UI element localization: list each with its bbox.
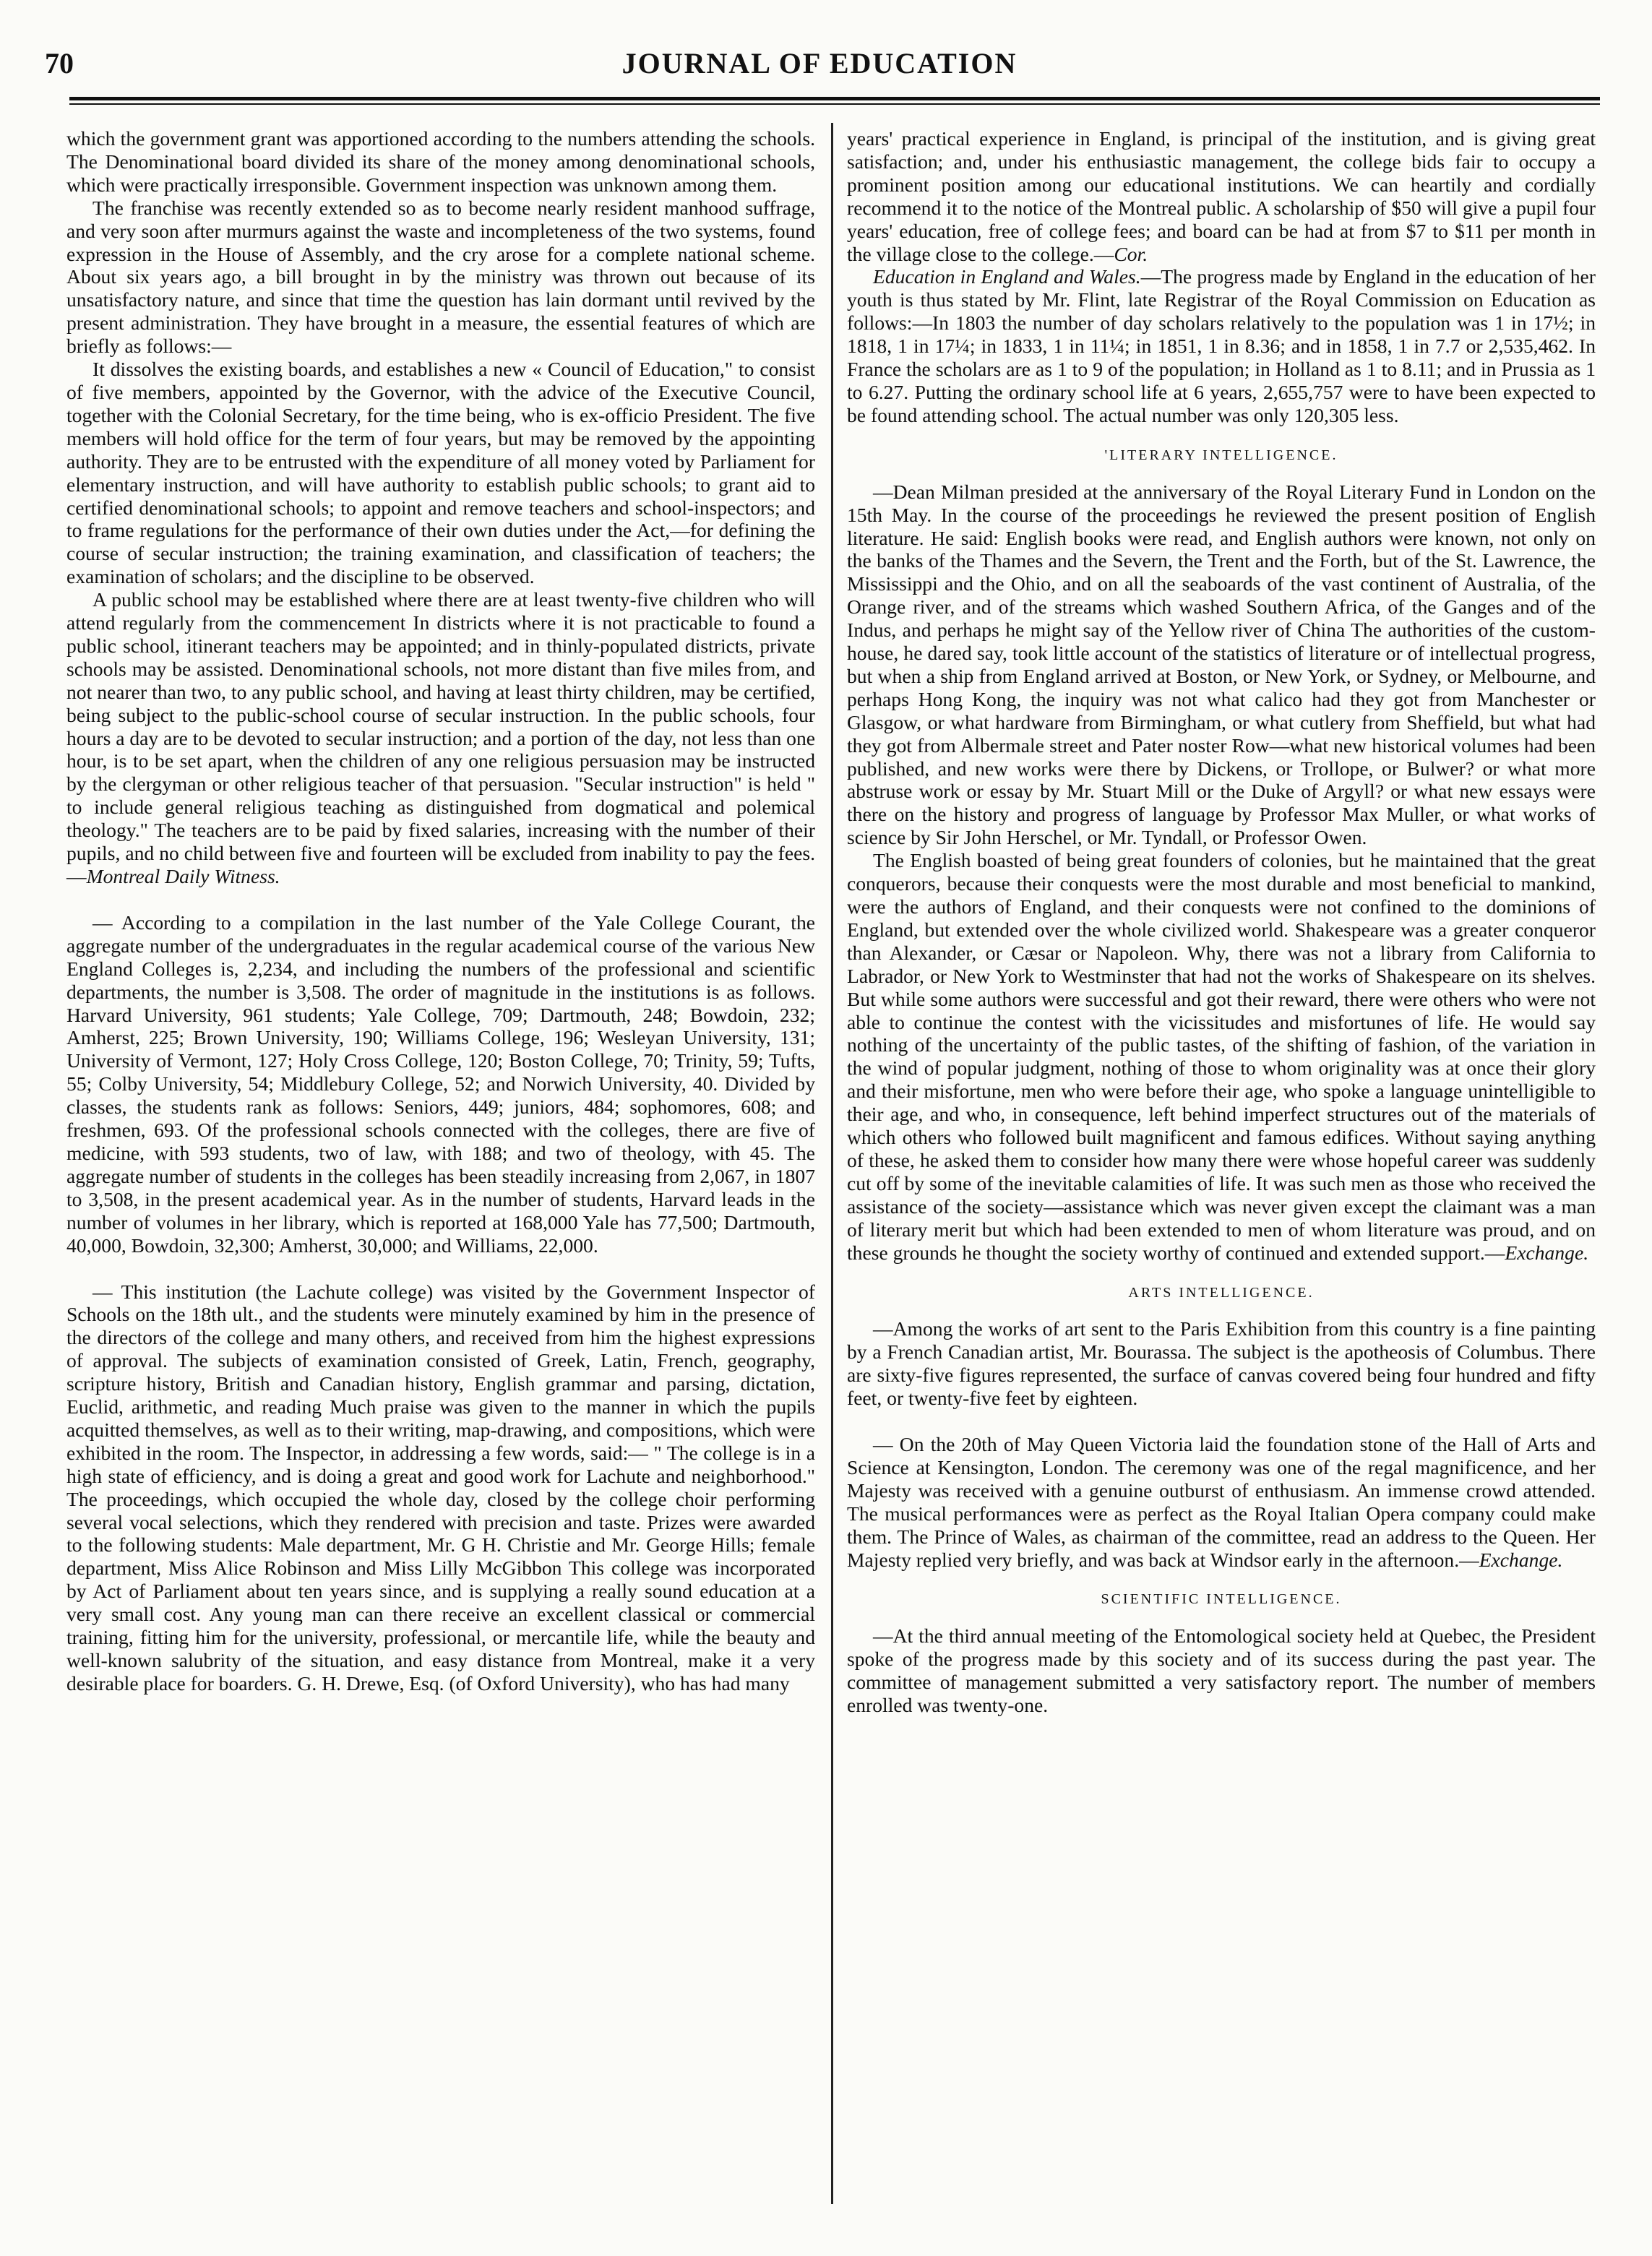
left-column — [66, 127, 815, 1695]
section-heading: ARTS INTELLIGENCE. — [1128, 1284, 1315, 1301]
section-heading: 'LITERARY INTELLIGENCE. — [1104, 447, 1338, 463]
paragraph — [847, 265, 1596, 426]
page-header — [39, 45, 1600, 95]
header-rule — [69, 97, 1600, 100]
paragraph: —Among the works of art sent to the Paris Exhibition from this country is a fine painting by a French Canadian artist, Mr. Bourassa. The subject is the apotheosis of Columbus. There are sixty-five figures represented, the surface of canvas covered being four hundred and fifty feet, or twenty-five feet by eighteen. — [847, 1317, 1596, 1410]
paragraph-text: A public school may be established where there are at least twenty-five children who will attend regularly from the commencement In districts where it is not practicable to found a public school, itinerant teachers may be appointed; and in thinly-populated districts, private schools may be assisted. Denominational schools, not more distant than five miles from, and not nearer than two, to any public school, and having at least thirty children, may be certified, being subject to the public-school course of secular instruction. In the public schools, four hours a day are to be devoted to secular instruction; and a portion of the day, not less than one hour, is to be set apart, when the children of any one religious persuasion may be instructed by the clergyman or other religious teacher of that persuasion. "Secular instruction" is held " to include general religious teaching as distinguished from dogmatical and polemical theology." The teachers are to be paid by fixed salaries, increasing with the number of their pupils, and no child between five and fourteen will be excluded from inability to pay the fees.— — [66, 588, 815, 887]
paragraph — [66, 588, 815, 888]
paragraph: — According to a compilation in the last number of the Yale College Courant, the aggregate number of the undergraduates in the regular academical course of the various New England Colleges is, 2,234, and including the numbers of the professional and scientific departments, the number is 3,508. The order of magnitude in the institutions is as follows. Harvard University, 961 students; Yale College, 709; Dartmouth, 248; Bowdoin, 232; Amherst, 225; Brown University, 190; Williams College, 196; Wesleyan University, 131; University of Vermont, 127; Holy Cross College, 120; Boston College, 70; Trinity, 59; Tufts, 55; Colby University, 54; Middlebury College, 52; and Norwich University, 40. Divided by classes, the students rank as follows: Seniors, 449; juniors, 484; sophomores, 608; and freshmen, 693. Of the professional schools connected with the colleges, there are five of medicine, with 593 students, two of law, with 188; and two of theology, with 45. The aggregate number of students in the colleges has been steadily increasing from 2,067, in 1807 to 3,508, in the present academical year. As in the number of students, Harvard leads in the number of volumes in her library, which is reported at 168,000 Yale has 77,500; Dartmouth, 40,000, Bowdoin, 32,300; Amherst, 30,000; and Williams, 22,000. — [66, 910, 815, 1257]
article-lead: Education in England and Wales. — [873, 265, 1141, 288]
paragraph — [847, 849, 1596, 1264]
column-rule — [831, 123, 833, 2204]
paragraph: which the government grant was apportioned according to the numbers attending the schools. The Denominational board divided its share of the money among denominational schools, which were practically irresponsible. Government inspection was unknown among them. — [66, 127, 815, 196]
paragraph-text: The English boasted of being great founders of colonies, but he maintained that the great conquerors, because their conquests were the most durable and most beneficial to mankind, were the authors of England, and their conquests were not confined to the dominions of England, but extended over the whole civilized world. Shakespeare was a greater conqueror than Alexander, or Cæsar or Napoleon. Why, there was not a library from California to Labrador, or New York to Westminster that had not the works of Shakespeare on its shelves. But while some authors were successful and got their reward, there were others who were not able to continue the contest with the vicissitudes and misfortunes of life. He would say nothing of the uncertainty of the public tastes, of the shifting of fashion, of the variation in the wind of popular judgment, nothing of those to whom originality was at once their glory and their misfortune, men who were before their age, who spoke a language unintelligible to their age, and who, in consequence, left behind imperfect structures out of the materials of which others who followed built magnificent and famous edifices. Without saying anything of these, he asked them to consider how many there were whose hopeful career was suddenly cut off by some of the inevitable calamities of life. It was such men as those who received the assistance of the society—assistance which was never given except the claimant was a man of literary merit but which had been extended to men of whom literature was proud, and on these grounds he thought the society worthy of continued and extended support.— — [847, 849, 1596, 1264]
source-attribution: Exchange. — [1505, 1241, 1589, 1264]
paragraph-text: — On the 20th of May Queen Victoria laid the foundation stone of the Hall of Arts and Science at Kensington, London. The ceremony was one of the regal magnificence, and her Majesty was received with a genuine outburst of enthusiasm. An immense crowd attended. The musical performances were as perfect as the Royal Italian Opera company could make them. The Prince of Wales, as chairman of the committee, read an address to the Queen. Her Majesty replied very briefly, and was back at Windsor early in the afternoon.— — [847, 1433, 1596, 1571]
source-attribution: Cor. — [1114, 242, 1148, 265]
paragraph: — This institution (the Lachute college) was visited by the Government Inspector of Schools on the 18th ult., and the students were minutely examined by him in the presence of the directors of the college and many others, and received from him the highest expressions of approval. The subjects of examination consisted of Greek, Latin, French, geography, scripture history, British and Canadian history, English grammar and parsing, dictation, Euclid, arithmetic, and reading Much praise was given to the manner in which the pupils acquitted themselves, as well as to their writing, map-drawing, and compositions, which were exhibited in the room. The Inspector, in addressing a few words, said:— " The college is in a high state of efficiency, and is doing a great and good work for Lachute and neighborhood." The proceedings, which occupied the whole day, closed by the college choir performing several vocal selections, which they rendered with precision and taste. Prizes were awarded to the following students: Male department, Mr. G H. Christie and Mr. George Hills; female department, Miss Alice Robinson and Miss Lilly McGibbon This college was incorporated by Act of Parliament about ten years since, and is supplying a really sound education at a very small cost. Any young man can there receive an excellent classical or commercial training, fitting him for the university, professional, or mercantile life, while the beauty and well-known salubrity of the situation, and easy distance from Montreal, make it a very desirable place for boarders. G. H. Drewe, Esq. (of Oxford University), who has had many — [66, 1280, 815, 1695]
source-attribution: Exchange. — [1479, 1548, 1563, 1571]
paragraph: —Dean Milman presided at the anniversary of the Royal Literary Fund in London on the 15th May. In the course of the proceedings he reviewed the present position of English literature. He said: English books were read, and English authors were known, not only on the banks of the Thames and the Severn, the Trent and the Forth, but of the St. Lawrence, the Mississippi and the Ohio, and on all the seaboards of the vast continent of Australia, of the Orange river, and of the streams which washed Southern Africa, of the Ganges and of the Indus, and perhaps he might say of the Yellow river of China The authorities of the custom-house, he dared say, took little account of the statistics of literature or of intellectual progress, but when a ship from England arrived at Boston, or New York, or Sydney, or Melbourne, and perhaps Hong Kong, the inquiry was not what calico had they got from Manchester or Glasgow, or what hardware from Birmingham, or what cutlery from Sheffield, but what had they got from Albermale street and Pater noster Row—what new historical volumes had been published, and new works were there by Dickens, or Trollope, or Bulwer? or what more abstruse work or essay by Mr. Stuart Mill or the Duke of Argyll? or what new essays were there on the history and progress of language by Professor Max Muller, or what works of science by Sir John Herschel, or Mr. Tyndall, or Professor Owen. — [847, 480, 1596, 849]
paragraph: The franchise was recently extended so as to become nearly resident manhood suffrage, and very soon after murmurs against the waste and incompleteness of the two systems, found expression in the House of Assembly, and the cry arose for a complete national scheme. About six years ago, a bill brought in by the ministry was thrown out because of its unsatisfactory nature, and since that time the question has lain dormant until revived by the present administration. They have brought in a measure, the essential features of which are briefly as follows:— — [66, 196, 815, 358]
running-title: JOURNAL OF EDUCATION — [621, 47, 1018, 79]
paragraph-text: —The progress made by England in the education of her youth is thus stated by Mr. Flint, late Registrar of the Royal Commission on Education as follows:—In 1803 the number of day scholars relatively to the population was 1 in 17½; in 1818, 1 in 17¼; in 1833, 1 in 11¼; in 1851, 1 in 8.36; and in 1858, 1 in 7.7 or 2,535,462. In France the scholars are as 1 to 9 of the population; in Holland as 1 to 8.11; and in Prussia as 1 to 6.27. Putting the ordinary school life at 6 years, 2,655,757 were to have been expected to be found attending school. The actual number was only 120,305 less. — [847, 265, 1596, 426]
source-attribution: Montreal Daily Witness. — [86, 865, 280, 887]
page-number: 70 — [45, 47, 74, 79]
paragraph: It dissolves the existing boards, and establishes a new « Council of Education," to consist of five members, appointed by the Governor, with the advice of the Executive Council, together with the Colonial Secretary, for the time being, who is ex-officio President. The five members will hold office for the term of four years, but may be removed by the appointing authority. They are to be entrusted with the expenditure of all money voted by Parliament for elementary instruction, and will have authority to establish public schools; to grant aid to certified denominational schools; to appoint and remove teachers and school-inspectors; and to frame regulations for the performance of their own duties under the Act,—for defining the course of secular instruction; the training examination, and classification of teachers; the examination of scholars; and the discipline to be observed. — [66, 358, 815, 588]
right-column — [847, 127, 1596, 1717]
paragraph — [847, 127, 1596, 265]
paragraph-text: years' practical experience in England, is principal of the institution, and is giving great satisfaction; and, under his enthusiastic management, the college bids fair to occupy a prominent position among our educational institutions. We can heartily and cordially recommend it to the notice of the Montreal public. A scholarship of $50 will give a pupil four years' education, free of college fees; and board can be had at from $7 to $11 per month in the village close to the college.— — [847, 127, 1596, 265]
section-heading: SCIENTIFIC INTELLIGENCE. — [1101, 1591, 1342, 1608]
paragraph: —At the third annual meeting of the Entomological society held at Quebec, the President spoke of the progress made by this society and of its success during the past year. The committee of management submitted a very satisfactory report. The number of members enrolled was twenty-one. — [847, 1624, 1596, 1717]
header-rule-thin — [69, 103, 1600, 105]
paragraph — [847, 1433, 1596, 1571]
